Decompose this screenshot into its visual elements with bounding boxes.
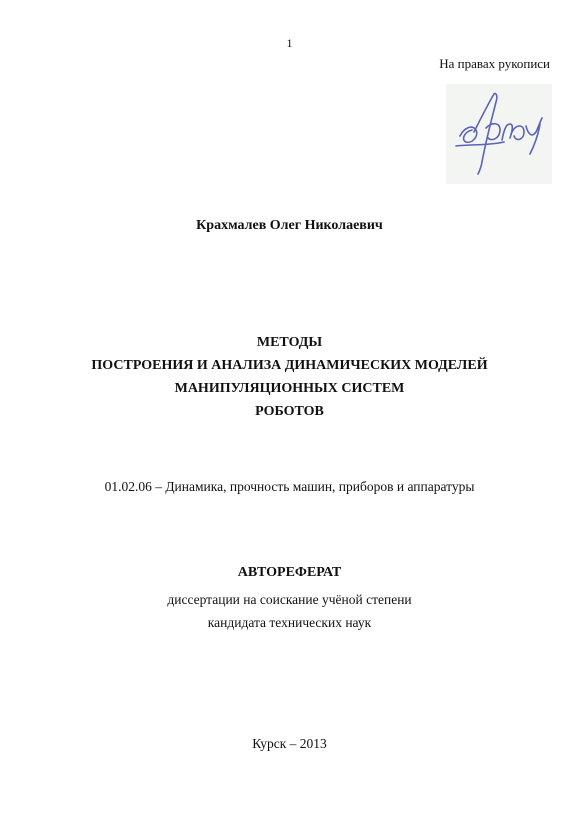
title-line: МАНИПУЛЯЦИОННЫХ СИСТЕМ — [174, 381, 405, 396]
place-and-year: Курск – 2013 — [252, 736, 327, 751]
signature-image — [446, 84, 552, 184]
title-line: МЕТОДЫ — [256, 335, 323, 350]
author-name: Крахмалев Олег Николаевич — [196, 218, 383, 233]
document-type: АВТОРЕФЕРАТ — [237, 565, 342, 580]
specialty-code: 01.02.06 – Динамика, прочность машин, приборов и аппаратуры — [104, 479, 475, 494]
title-line: РОБОТОВ — [255, 404, 324, 419]
page-number: 1 — [286, 36, 293, 50]
handwritten-signature-icon — [446, 84, 552, 184]
title-line: ПОСТРОЕНИЯ И АНАЛИЗА ДИНАМИЧЕСКИХ МОДЕЛЕЙ — [91, 358, 488, 373]
degree-subtitle — [0, 588, 579, 634]
dissertation-title — [0, 331, 579, 423]
rights-note: На правах рукописи — [439, 56, 550, 71]
subtitle-line: кандидата технических наук — [207, 615, 372, 630]
subtitle-line: диссертации на соискание учёной степени — [167, 592, 412, 607]
